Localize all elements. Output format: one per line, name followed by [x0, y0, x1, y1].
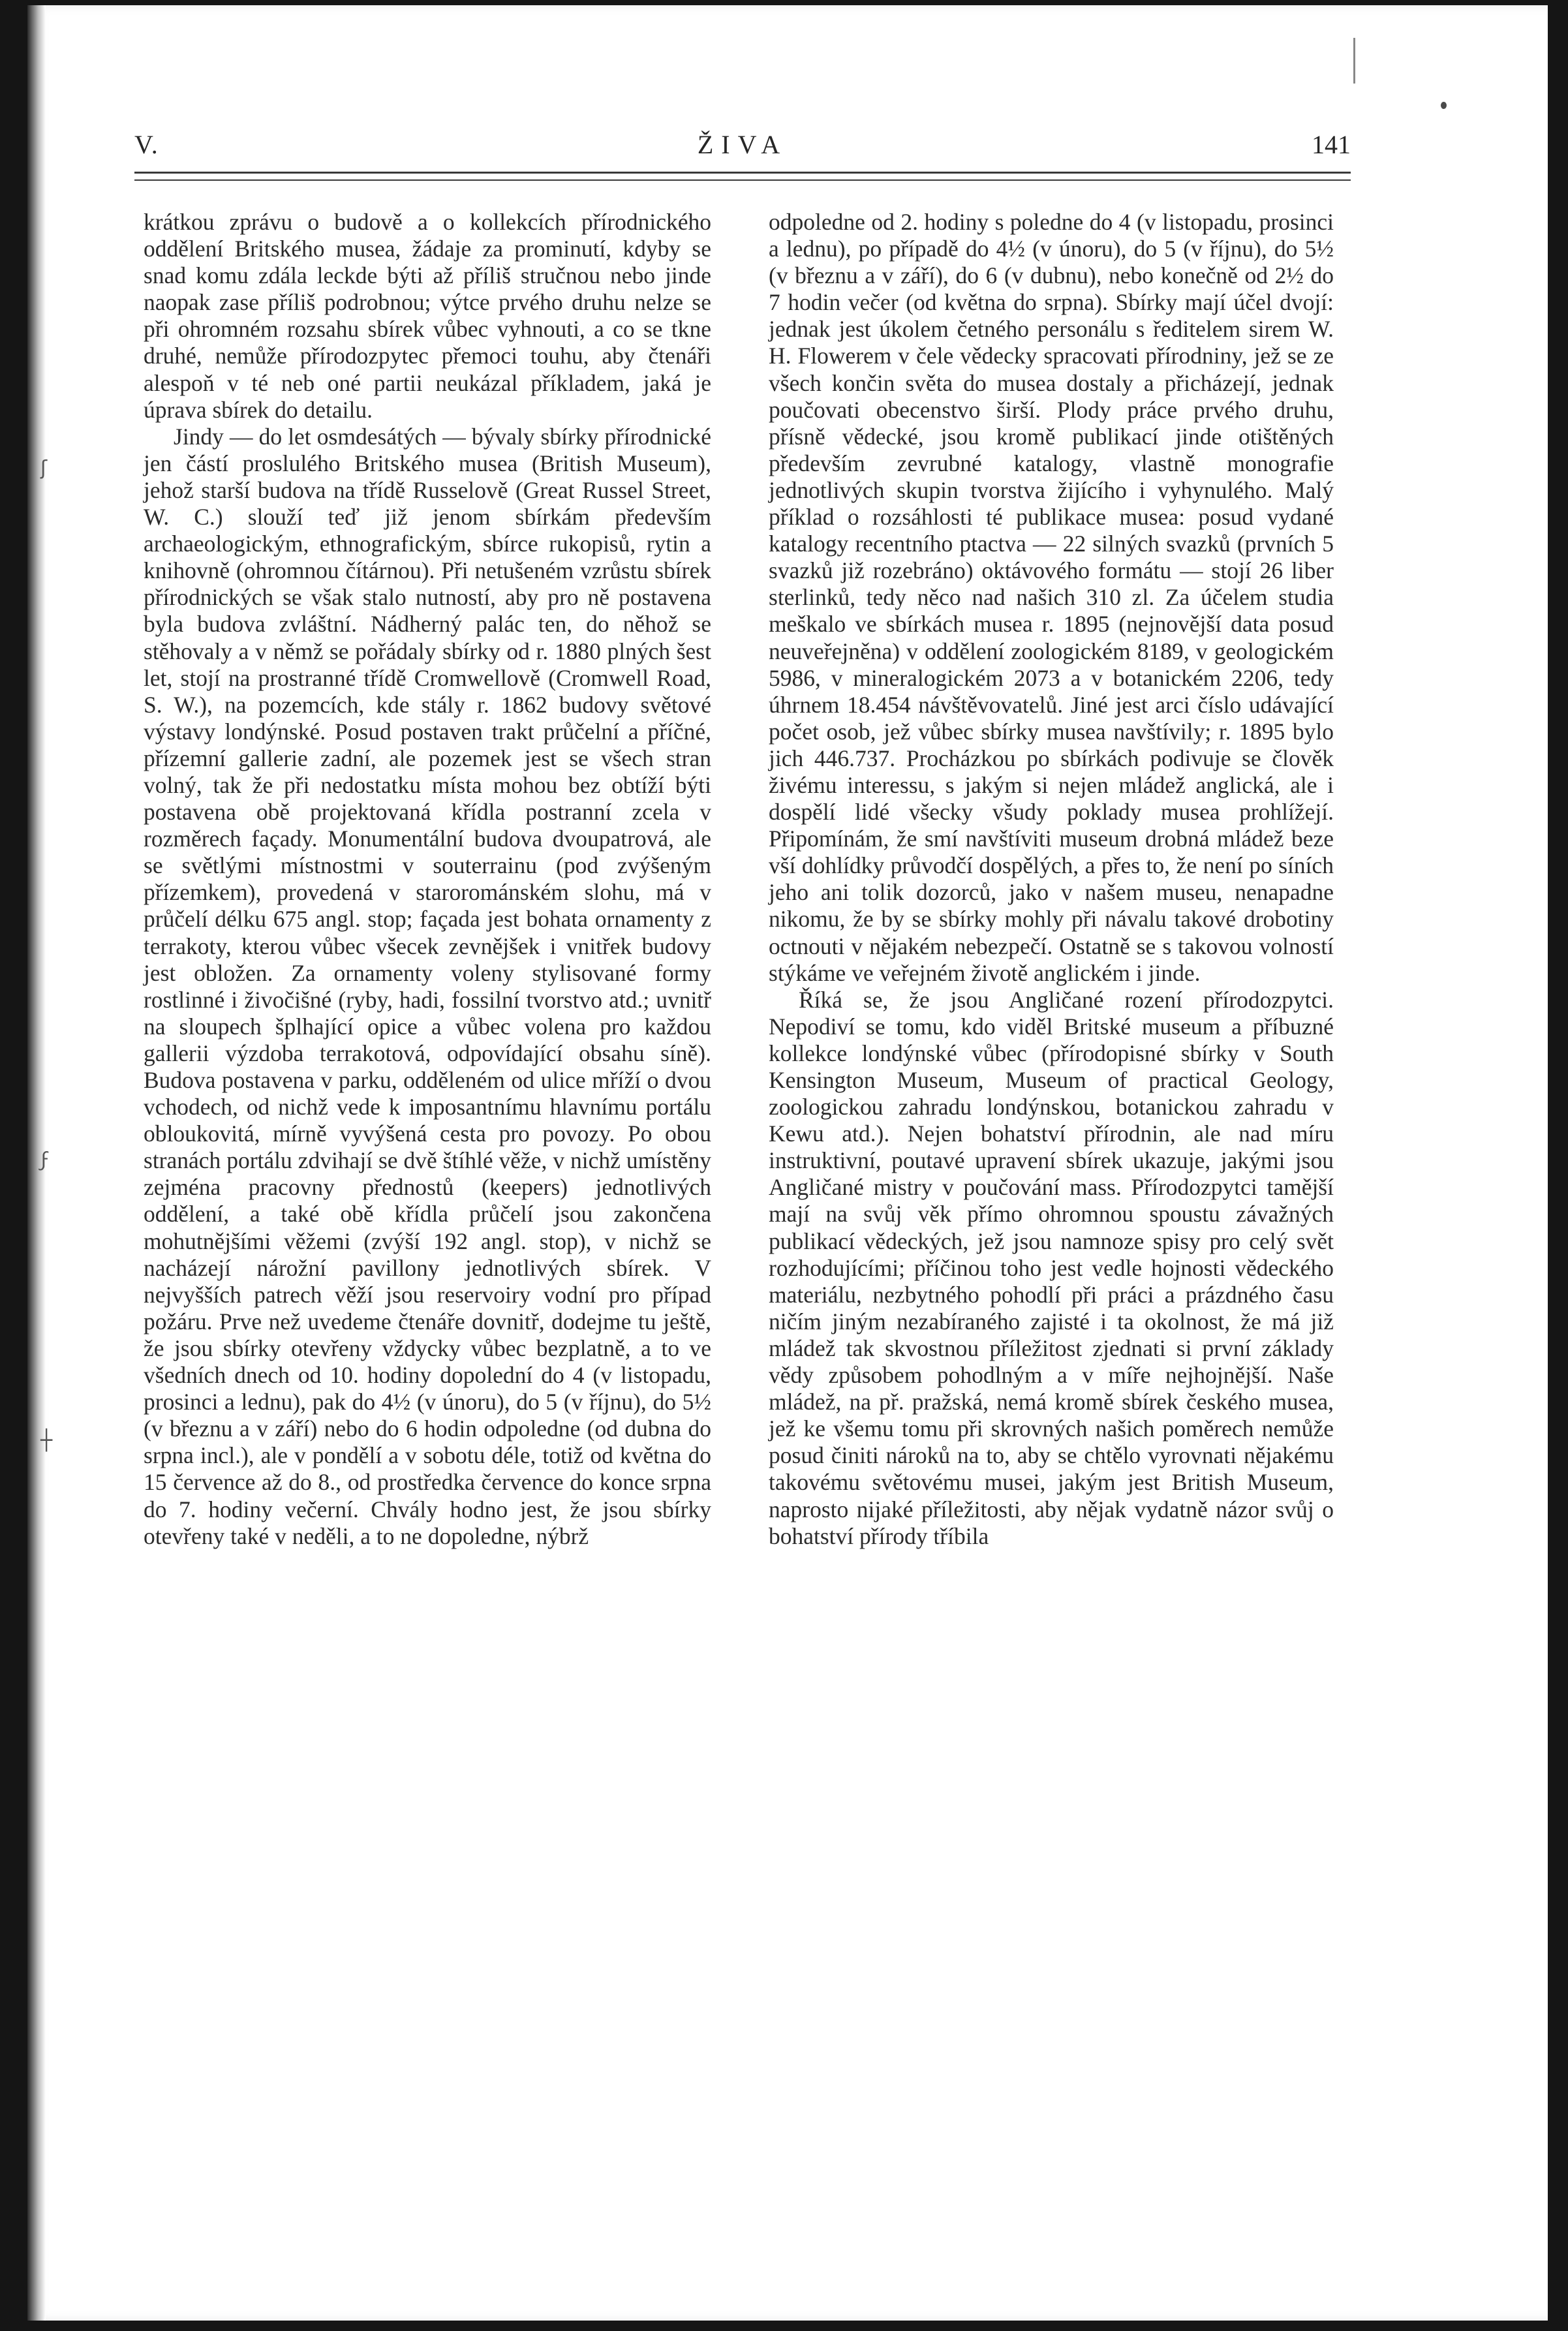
- page-number: 141: [1312, 130, 1351, 159]
- paragraph: krátkou zprávu o budově a o kollekcích přírodnického oddělení Britského musea, žádaje za prominutí, kdyby se snad komu zdála leckde býti až příliš stručnou nebo jinde naopak zase příliš podrobnou; výtce prvého druhu nelze se při ohromném rozsahu sbírek vůbec vyhnouti, a co se tkne druhé, nemůže přírodozpytec přemoci touhu, aby čtenáři alespoň v té neb oné partii neukázal příkladem, jaká je úprava sbírek do detailu.: [144, 209, 711, 423]
- margin-mark: ʃ: [40, 457, 48, 480]
- paragraph: odpoledne od 2. hodiny s poledne do 4 (v listopadu, prosinci a lednu), po případě do 4½ (v únoru), do 5 (v říjnu), do 5½ (v březnu a v září), do 6 (v dubnu), nebo konečně od 2½ do 7 hodin večer (od května do srpna). Sbírky mají účel dvojí: jednak jest úkolem četného personálu s ředitelem sirem W. H. Flowerem v čele vědecky spracovati přírodniny, jež se ze všech končin světa do musea dostaly a přicházejí, jednak poučovati obecenstvo širší. Plody práce prvého druhu, přísně vědecké, jsou kromě publikací jinde otištěných především zevrubné katalogy, vlastně monografie jednotlivých skupin tvorstva žijícího i vyhynulého. Malý příklad o rozsáhlosti té publikace musea: posud vydané katalogy recentního ptactva — 22 silných svazků (prvních 5 svazků již rozebráno) oktávového formátu — stojí 26 liber sterlinků, tedy něco nad našich 310 zl. Za účelem studia meškalo ve sbírkách musea r. 1895 (nejnovější data posud neuveřejněna) v oddělení zoologickém 8189, v geologickém 5986, v mineralogickém 2073 a v botanickém 2206, tedy úhrnem 18.454 návštěvovatelů. Jiné jest arci číslo udávající počet osob, jež vůbec sbírky musea navštívily; r. 1895 bylo jich 446.737. Procházkou po sbírkách podivuje se člověk živému interessu, s jakým si nejen mládež anglická, ale i dospělí lidé všecky všudy poklady musea prohlížejí. Připomínám, že smí navštíviti museum drobná mládež beze vší dohlídky průvodčí dospělých, a přes to, že není po síních jeho ani tolik dozorců, jako v našem museu, nenapadne nikomu, že by se sbírky mohly při návalu takové drobotiny octnouti v nějakém nebezpečí. Ostatně se s takovou volností stýkáme ve veřejném životě anglickém i jinde.: [769, 209, 1334, 986]
- paragraph: Jindy — do let osmdesátých — bývaly sbírky přírodnické jen částí proslulého Britského musea (British Museum), jehož starší budova na třídě Russelově (Great Russel Street, W. C.) slouží teď již jenom sbírkám především archaeologickým, ethnografickým, sbírce rukopisů, rytin a knihovně (ohromnou čítárnou). Při netušeném vzrůstu sbírek přírodnických se však stalo nutností, aby pro ně postavena byla budova zvláštní. Nádherný palác ten, do něhož se stěhovaly a v němž se pořádaly sbírky od r. 1880 plných šest let, stojí na prostranné třídě Cromwellově (Cromwell Road, S. W.), na pozemcích, kde stály r. 1862 budovy světové výstavy londýnské. Posud postaven trakt průčelní a příčné, přízemní gallerie zadní, ale pozemek jest se všech stran volný, tak že při nedostatku místa mohou bez obtíží býti postavena obě projektovaná křídla postranní zcela v rozměrech façady. Monumentální budova dvoupatrová, ale se světlými místnostmi v souterrainu (pod zvýšeným přízemkem), provedená v starorománském slohu, má v průčelí délku 675 angl. stop; façada jest bohata ornamenty z terrakoty, kterou vůbec všecek zevnějšek i vnitřek budovy jest obložen. Za ornamenty voleny stylisované formy rostlinné i živočišné (ryby, hadi, fossilní tvorstvo atd.; uvnitř na sloupech šplhající opice a vůbec volena pro každou gallerii výzdoba terrakotová, odpovídající obsahu síně). Budova postavena v parku, odděleném od ulice mříží o dvou vchodech, od nichž vede k imposantnímu hlavnímu portálu obloukovitá, mírně vyvýšená cesta pro povozy. Po obou stranách portálu zdvihají se dvě štíhlé věže, v nichž umístěny zejména pracovny přednostů (keepers) jednotlivých oddělení, a také obě křídla průčelí jsou zakončena mohutnějšími věžemi (zvýší 192 angl. stop), v nichž se nacházejí nárožní pavillony jednotlivých sbírek. V nejvyšších patrech věží jsou reservoiry vodní pro případ požáru. Prve než uvedeme čtenáře dovnitř, dodejme tu ještě, že jsou sbírky otevřeny vždycky vůbec bezplatně, a to ve všedních dnech od 10. hodiny dopolední do 4 (v listopadu, prosinci a lednu), pak do 4½ (v únoru), do 5 (v říjnu), do 5½ (v březnu a v září) nebo do 6 hodin odpoledne (od dubna do srpna incl.), ale v pondělí a v sobotu déle, totiž od května do 15 července až do 8., od prostředka července do konce srpna do 7. hodiny večerní. Chvály hodno jest, že jsou sbírky otevřeny také v neděli, a to ne dopoledne, nýbrž: [144, 423, 711, 1549]
- right-column: [769, 209, 1334, 1550]
- paragraph: Říká se, že jsou Angličané rození přírodozpytci. Nepodiví se tomu, kdo viděl Britské museum a příbuzné kollekce londýnské vůbec (přírodopisné sbírky v South Kensington Museum, Museum of practical Geology, zoologickou zahradu londýnskou, botanickou zahradu v Kewu atd.). Nejen bohatství přírodnin, ale nad míru instruktivní, poutavé upravení sbírek ukazuje, jakými jsou Angličané mistry v poučování mass. Přírodozpytci tamější mají na svůj věk přímo ohromnou spoustu závažných publikací vědeckých, jež jsou namnoze spisy pro celý svět rozhodujícími; příčinou toho jest vedle hojnosti vědeckého materiálu, nezbytného pohodlí při práci a prázdného času ničím jiným nezabíraného zajisté i ta okolnost, že má již mládež tak skvostnou příležitost zjednati si první základy vědy způsobem pohodlným a v míře nejhojnější. Naše mládež, na př. pražská, nemá kromě sbírek českého musea, jež ke všemu tomu při skrovných našich poměrech nemůže posud činiti nároků na to, aby se chtělo vyrovnati nějakému takovému světovému musei, jakým jest British Museum, naprosto nijaké příležitosti, aby nějak vydatně názor svůj o bohatství přírody tříbila: [769, 986, 1334, 1549]
- scan-speck: [1353, 38, 1355, 84]
- left-column: [144, 209, 711, 1550]
- margin-mark: ┼: [40, 1429, 53, 1452]
- scan-speck: [1441, 102, 1447, 109]
- running-header: [134, 129, 1351, 168]
- volume-number: V.: [134, 130, 159, 159]
- header-rule: [134, 172, 1351, 181]
- journal-title: ŽIVA: [697, 130, 788, 159]
- margin-mark: ϝ: [40, 1149, 50, 1171]
